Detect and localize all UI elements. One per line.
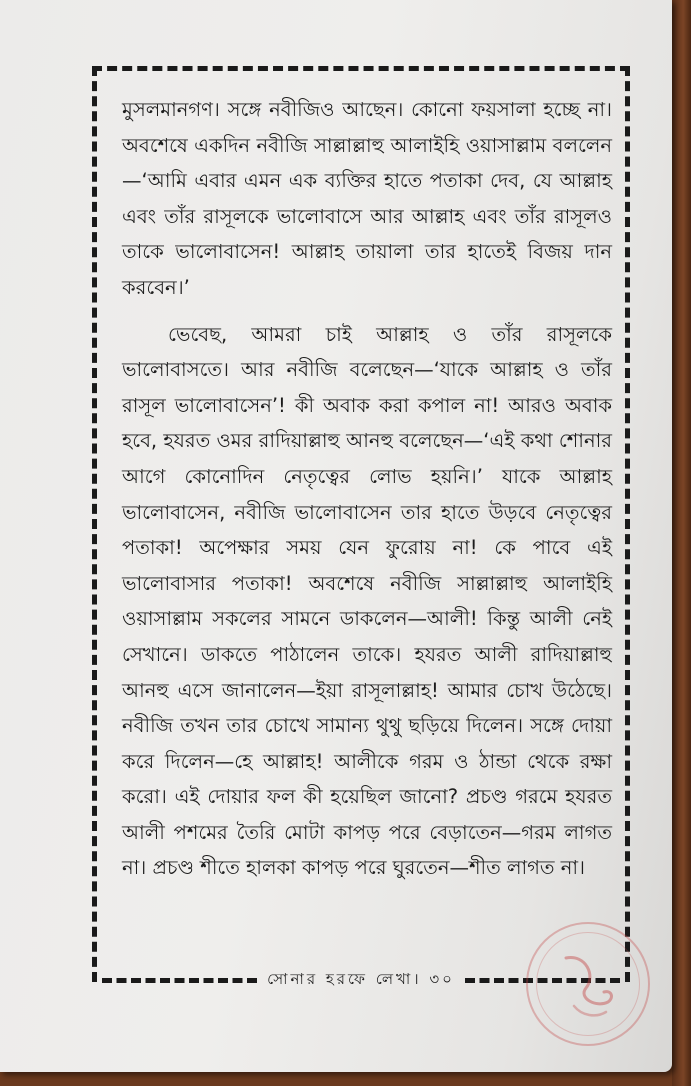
paragraph-2: ভেবেছ, আমরা চাই আল্লাহ ও তাঁর রাসূলকে ভালোবাসতে। আর নবীজি বলেছেন—‘যাকে আল্লাহ ও তাঁর রাসূল ভালোবাসেন’! কী অবাক করা কপাল না! আরও অবাক হবে, হযরত ওমর রাদিয়াল্লাহু আনহু বলেছেন—‘এই কথা শোনার আগে কোনোদিন নেতৃত্বের লোভ হয়নি।’ যাকে আল্লাহ ভালোবাসেন, নবীজি ভালোবাসেন তার হাতে উড়বে নেতৃত্বের পতাকা! অপেক্ষার সময় যেন ফুরোয় না! কে পাবে এই ভালোবাসার পতাকা! অবশেষে নবীজি সাল্লাল্লাহু আলাইহি ওয়াসাল্লাম সকলের সামনে ডাকলেন—আলী! কিন্তু আলী নেই সেখানে। ডাকতে পাঠালেন তাকে। হযরত আলী রাদিয়াল্লাহু আনহু এসে জানালেন—ইয়া রাসূলাল্লাহ! আমার চোখ উঠেছে। নবীজি তখন তার চোখে সামান্য থুথু ছড়িয়ে দিলেন। সঙ্গে দোয়া করে দিলেন—হে আল্লাহ! আলীকে গরম ও ঠান্ডা থেকে রক্ষা করো। এই দোয়ার ফল কী হয়েছিল জানো? প্রচণ্ড গরমে হযরত আলী পশমের তৈরি মোটা কাপড় পরে বেড়াতেন—গরম লাগত না। প্রচণ্ড শীতে হালকা কাপড় পরে ঘুরতেন—শীত লাগত না। (122, 322, 612, 880)
footer-rule-left (102, 978, 257, 983)
body-text (122, 92, 612, 886)
page-edge (672, 0, 691, 1086)
seal-mark-icon (556, 946, 622, 1026)
paragraph-1: মুসলমানগণ। সঙ্গে নবীজিও আছেন। কোনো ফয়সালা হচ্ছে না। অবশেষে একদিন নবীজি সাল্লাল্লাহু আলাইহি ওয়াসাল্লাম বললেন—‘আমি এবার এমন এক ব্যক্তির হাতে পতাকা দেব, যে আল্লাহ এবং তাঁর রাসূলকে ভালোবাসে আর আল্লাহ এবং তাঁর রাসূলও তাকে ভালোবাসেন! আল্লাহ তায়ালা তার হাতেই বিজয় দান করবেন।’ (122, 98, 612, 299)
footer-title-page-number: সোনার হরফে লেখা। ৩০ (267, 969, 455, 988)
stamp-seal-icon (526, 922, 650, 1046)
